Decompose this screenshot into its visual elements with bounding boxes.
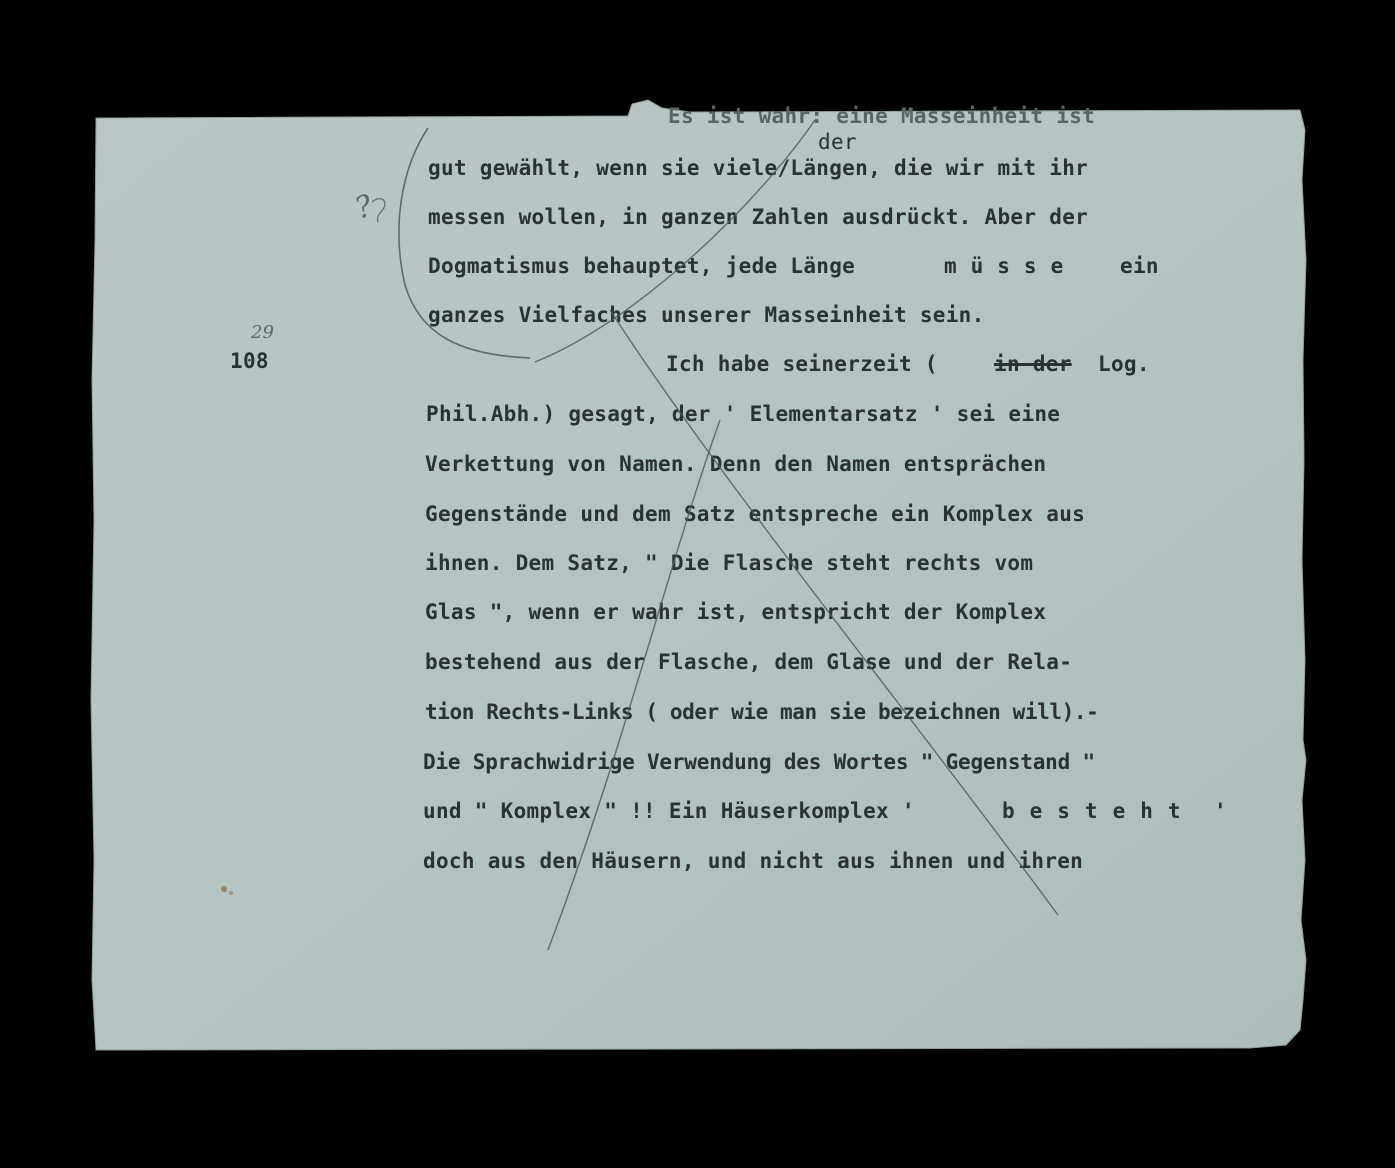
text-line-12: tion Rechts-Links ( oder wie man sie bezeichnen will).- [425,700,1099,724]
pencil-question-mark: ? [350,188,378,227]
handwritten-page-number: 29 [251,322,274,343]
text-line-1: gut gewählt, wenn sie viele/Längen, die wir mit ihr [428,156,1089,180]
foxing-spot [229,891,233,895]
emphasized-word: müsse [944,254,1078,278]
emphasized-word: besteht [1002,799,1196,823]
text-line-5b: Log. [1098,352,1150,376]
text-line-13: Die Sprachwidrige Verwendung des Wortes " Gegenstand " [423,750,1095,774]
text-line-7: Verkettung von Namen. Denn den Namen entsprächen [425,452,1047,476]
paper-shape [91,100,1306,1050]
text-line-3c: ein [1120,254,1159,278]
text-line-4: ganzes Vielfaches unserer Masseinheit sein. [428,303,985,327]
text-line-3a: Dogmatismus behauptet, jede Länge [428,254,856,278]
insertion-above: der [818,130,857,154]
text-line-10: Glas ", wenn er wahr ist, entspricht der Komplex [425,600,1047,624]
text-line-2: messen wollen, in ganzen Zahlen ausdrückt. Aber der [428,205,1089,229]
text-line-14c: ' [1214,799,1227,823]
text-line-6: Phil.Abh.) gesagt, der ' Elementarsatz ' sei eine [426,402,1061,426]
struck-words: in der [994,352,1072,376]
text-line-15: doch aus den Häusern, und nicht aus ihnen und ihren [423,849,1084,873]
text-line-5a: Ich habe seinerzeit ( [666,352,938,376]
text-line-0: Es ist wahr: eine Masseinheit ist [668,104,1096,128]
text-line-11: bestehend aus der Flasche, dem Glase und der Rela- [425,650,1073,674]
typed-page-number: 108 [230,349,269,373]
foxing-spot [221,886,227,892]
text-line-9: ihnen. Dem Satz, " Die Flasche steht rechts vom [425,551,1034,575]
text-line-14a: und " Komplex " !! Ein Häuserkomplex ' [423,799,915,823]
text-line-8: Gegenstände und dem Satz entspreche ein Komplex aus [425,502,1086,526]
